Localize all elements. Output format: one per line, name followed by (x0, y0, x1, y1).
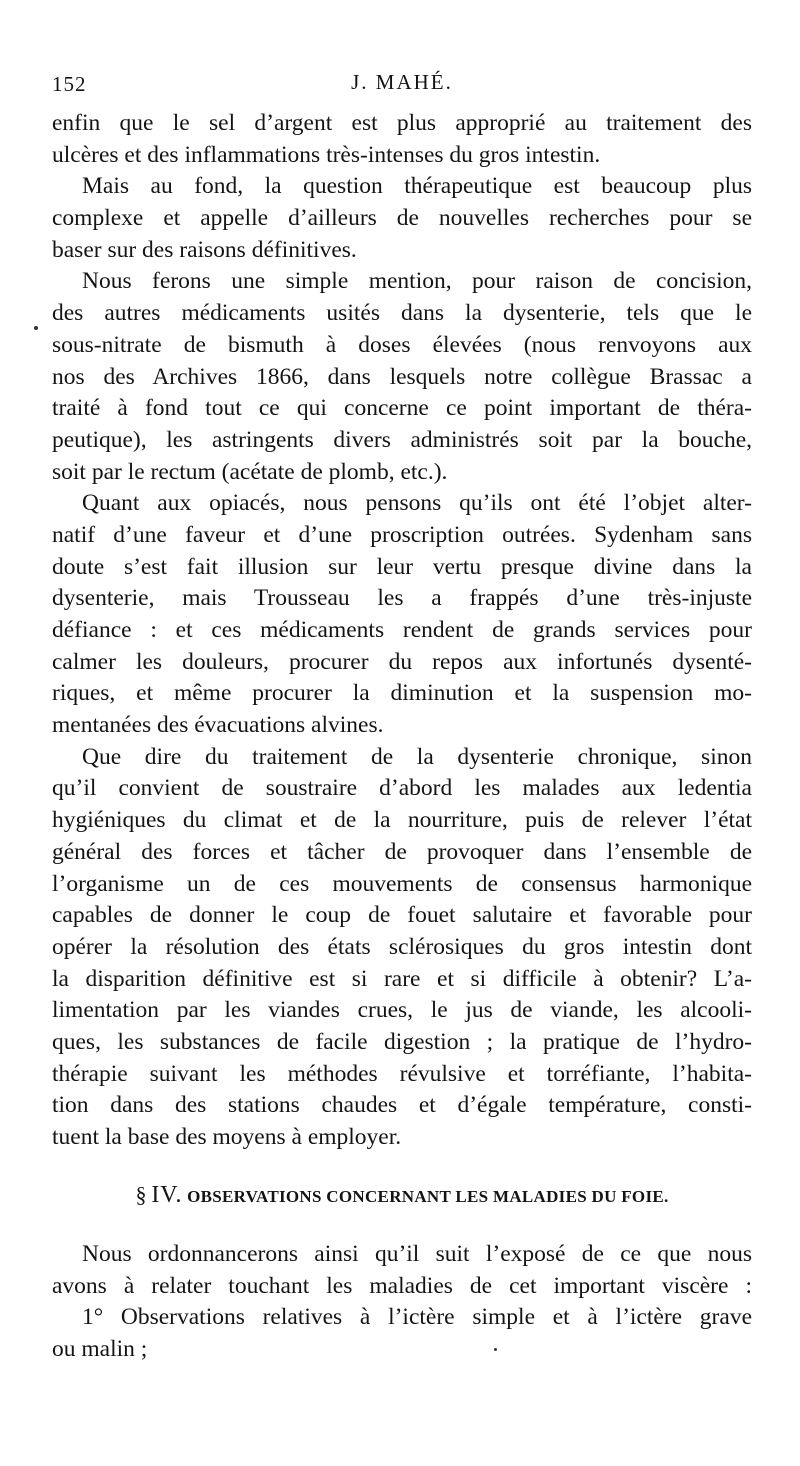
text-line: opérer la résolution des états sclérosiques du gros intestin dont (52, 933, 752, 960)
text-line: tion dans des stations chaudes et d’égale température, consti- (52, 1092, 752, 1119)
body-text-lower (52, 1239, 752, 1366)
page-number: 152 (52, 72, 87, 96)
text-line: capables de donner le coup de fouet salutaire et favorable pour (52, 902, 752, 929)
text-line: l’organisme un de ces mouvements de consensus harmonique (52, 870, 752, 897)
text-line: Que dire du traitement de la dysenterie chronique, sinon (82, 743, 752, 770)
text-line: ques, les substances de facile digestion ; la pratique de l’hydro- (52, 1028, 752, 1055)
text-line: traité à fond tout ce qui concerne ce point important de théra- (52, 395, 752, 422)
text-line: soit par le rectum (acétate de plomb, etc.). (52, 458, 448, 485)
text-line: la disparition définitive est si rare et si difficile à obtenir? L’a- (52, 965, 752, 992)
text-line: sous-nitrate de bismuth à doses élevées (nous renvoyons aux (52, 331, 752, 358)
section-heading (52, 1182, 752, 1216)
text-line: avons à relater touchant les maladies de cet important viscère : (52, 1272, 752, 1299)
text-line: doute s’est fait illusion sur leur vertu presque divine dans la (52, 553, 752, 580)
text-line: Mais au fond, la question thérapeutique est beaucoup plus (82, 173, 752, 200)
text-line: ulcères et des inflammations très-intenses du gros intestin. (52, 141, 601, 168)
text-line: complexe et appelle d’ailleurs de nouvelles recherches pour se (52, 205, 752, 232)
text-line: riques, et même procurer la diminution et la suspension mo- (52, 680, 752, 707)
text-line: mentanées des évacuations alvines. (52, 712, 384, 739)
text-line: défiance : et ces médicaments rendent de grands services pour (52, 617, 752, 643)
text-line: qu’il convient de soustraire d’abord les malades aux ledentia (52, 775, 752, 802)
text-line: enfin que le sel d’argent est plus approprié au traitement des (52, 110, 752, 136)
text-line: thérapie suivant les méthodes révulsive et torréfiante, l’habita- (52, 1060, 752, 1087)
text-line: tuent la base des moyens à employer. (52, 1124, 402, 1150)
text-line: calmer les douleurs, procurer du repos aux infortunés dysenté- (52, 648, 752, 675)
text-line: 1° Observations relatives à l’ictère simple et à l’ictère grave (82, 1304, 752, 1331)
text-line: Nous ordonnancerons ainsi qu’il suit l’exposé de ce que nous (82, 1241, 752, 1267)
running-head-author: J. MAHÉ. (351, 70, 453, 94)
print-speck (494, 1348, 497, 1351)
text-line: peutique), les astringents divers administrés soit par la bouche, (52, 426, 752, 453)
print-speck (34, 326, 38, 330)
text-line: limentation par les viandes crues, le jus de viande, les alcooli- (52, 997, 752, 1024)
text-line: nos des Archives 1866, dans lesquels notre collègue Brassac a (52, 363, 752, 390)
text-line: baser sur des raisons définitives. (52, 236, 357, 263)
section-number: IV. (151, 1182, 183, 1208)
text-line: des autres médicaments usités dans la dysenterie, tels que le (52, 300, 752, 327)
text-line: natif d’une faveur et d’une proscription outrées. Sydenham sans (52, 521, 752, 548)
section-title: OBSERVATIONS CONCERNANT LES MALADIES DU FOIE. (187, 1187, 669, 1206)
text-line: ou malin ; (52, 1336, 148, 1363)
body-text-upper (52, 108, 752, 1154)
text-line: dysenterie, mais Trousseau les a frappés d’une très-injuste (52, 585, 752, 612)
text-line: Nous ferons une simple mention, pour raison de concision, (82, 268, 752, 295)
text-line: général des forces et tâcher de provoquer dans l’ensemble de (52, 838, 752, 865)
text-line: hygiéniques du climat et de la nourriture, puis de relever l’état (52, 807, 752, 834)
running-head (52, 68, 752, 98)
section-mark: § (135, 1182, 147, 1207)
text-line: Quant aux opiacés, nous pensons qu’ils ont été l’objet alter- (82, 490, 752, 517)
